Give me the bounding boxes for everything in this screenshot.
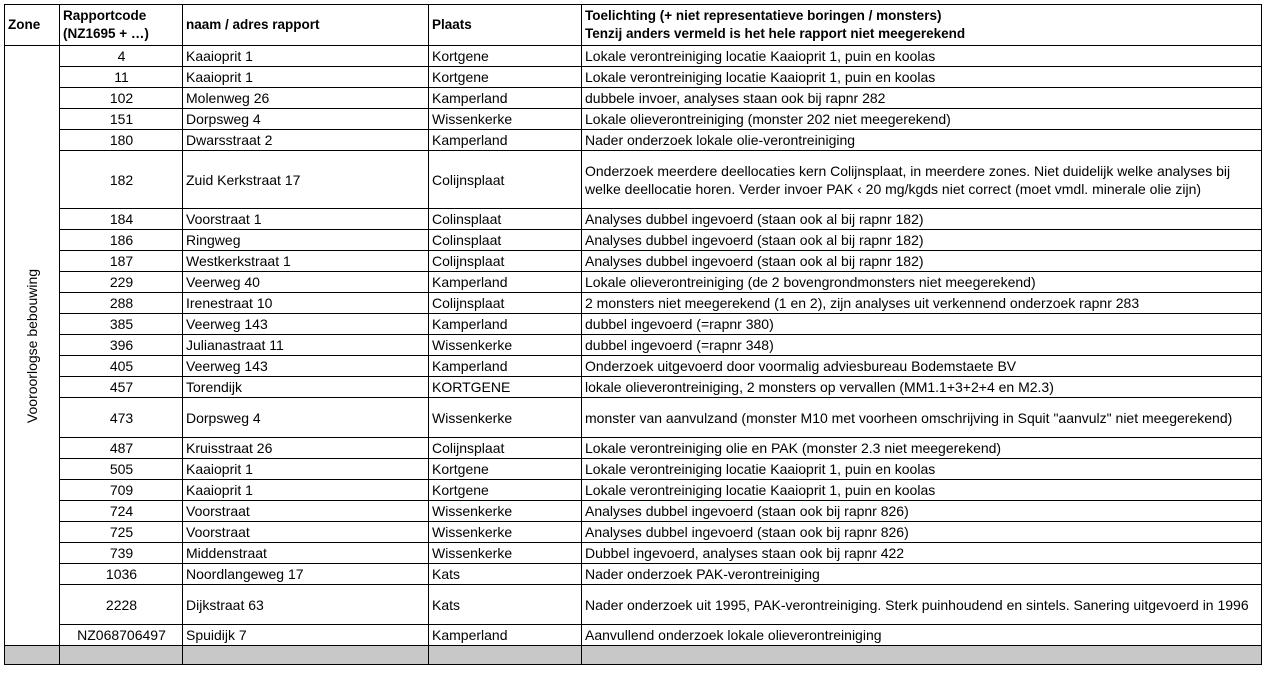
rapportcode-cell: 505: [60, 459, 183, 480]
table-row: [5, 438, 1262, 459]
place-cell: Wissenkerke: [429, 398, 582, 438]
table-row: [5, 46, 1262, 67]
rapportcode-cell: 1036: [60, 564, 183, 585]
rapportcode-cell: 487: [60, 438, 183, 459]
remark-cell: dubbel ingevoerd (=rapnr 380): [582, 314, 1262, 335]
name-cell: Julianastraat 11: [183, 335, 429, 356]
remark-cell: Lokale verontreiniging locatie Kaaioprit 1, puin en koolas: [582, 480, 1262, 501]
report-table: [4, 4, 1262, 665]
table-row: [5, 522, 1262, 543]
place-cell: Kamperland: [429, 130, 582, 151]
grey-footer-cell: [582, 646, 1262, 665]
name-cell: Irenestraat 10: [183, 293, 429, 314]
remark-cell: Onderzoek uitgevoerd door voormalig adviesbureau Bodemstaete BV: [582, 356, 1262, 377]
remark-cell: Lokale verontreiniging locatie Kaaioprit 1, puin en koolas: [582, 459, 1262, 480]
rapportcode-cell: 184: [60, 209, 183, 230]
name-cell: Kaaioprit 1: [183, 459, 429, 480]
remark-cell: Analyses dubbel ingevoerd (staan ook al bij rapnr 182): [582, 209, 1262, 230]
place-cell: Colinsplaat: [429, 209, 582, 230]
remark-cell: Nader onderzoek lokale olie-verontreiniging: [582, 130, 1262, 151]
header-rapportcode: [60, 5, 183, 46]
remark-cell: Analyses dubbel ingevoerd (staan ook al bij rapnr 182): [582, 230, 1262, 251]
remark-cell: Lokale verontreiniging locatie Kaaioprit 1, puin en koolas: [582, 67, 1262, 88]
place-cell: Wissenkerke: [429, 522, 582, 543]
place-cell: Kortgene: [429, 67, 582, 88]
rapportcode-cell: 473: [60, 398, 183, 438]
name-cell: Middenstraat: [183, 543, 429, 564]
table-row: [5, 151, 1262, 209]
remark-cell: Dubbel ingevoerd, analyses staan ook bij rapnr 422: [582, 543, 1262, 564]
table-row: [5, 314, 1262, 335]
place-cell: Wissenkerke: [429, 335, 582, 356]
header-remark: [582, 5, 1262, 46]
place-cell: Kamperland: [429, 356, 582, 377]
name-cell: Westkerkstraat 1: [183, 251, 429, 272]
place-cell: Kortgene: [429, 459, 582, 480]
table-row: [5, 356, 1262, 377]
table-row: [5, 459, 1262, 480]
table-row: [5, 293, 1262, 314]
remark-cell: Lokale verontreiniging locatie Kaaioprit 1, puin en koolas: [582, 46, 1262, 67]
name-cell: Dwarsstraat 2: [183, 130, 429, 151]
place-cell: Kats: [429, 564, 582, 585]
name-cell: Dorpsweg 4: [183, 398, 429, 438]
place-cell: Wissenkerke: [429, 543, 582, 564]
header-row: [5, 5, 1262, 46]
report-table-sheet: [4, 4, 1262, 665]
remark-cell: monster van aanvulzand (monster M10 met voorheen omschrijving in Squit "aanvulz" niet meegerekend): [582, 398, 1262, 438]
rapportcode-cell: 288: [60, 293, 183, 314]
place-cell: KORTGENE: [429, 377, 582, 398]
name-cell: Voorstraat: [183, 501, 429, 522]
table-row: [5, 109, 1262, 130]
remark-cell: lokale olieverontreiniging, 2 monsters op vervallen (MM1.1+3+2+4 en M2.3): [582, 377, 1262, 398]
name-cell: Torendijk: [183, 377, 429, 398]
header-remark-line2: Tenzij anders vermeld is het hele rapport niet meegerekend: [585, 26, 966, 41]
name-cell: Molenweg 26: [183, 88, 429, 109]
place-cell: Kamperland: [429, 314, 582, 335]
name-cell: Ringweg: [183, 230, 429, 251]
name-cell: Noordlangeweg 17: [183, 564, 429, 585]
name-cell: Kaaioprit 1: [183, 480, 429, 501]
table-row: [5, 377, 1262, 398]
place-cell: Kamperland: [429, 88, 582, 109]
rapportcode-cell: 724: [60, 501, 183, 522]
rapportcode-cell: 186: [60, 230, 183, 251]
rapportcode-cell: 182: [60, 151, 183, 209]
rapportcode-cell: 180: [60, 130, 183, 151]
table-row: [5, 335, 1262, 356]
rapportcode-cell: 229: [60, 272, 183, 293]
place-cell: Colijnsplaat: [429, 293, 582, 314]
place-cell: Kortgene: [429, 480, 582, 501]
place-cell: Kortgene: [429, 46, 582, 67]
name-cell: Voorstraat 1: [183, 209, 429, 230]
remark-cell: Nader onderzoek PAK-verontreiniging: [582, 564, 1262, 585]
remark-cell: dubbele invoer, analyses staan ook bij rapnr 282: [582, 88, 1262, 109]
rapportcode-cell: 11: [60, 67, 183, 88]
name-cell: Dijkstraat 63: [183, 585, 429, 625]
rapportcode-cell: 187: [60, 251, 183, 272]
place-cell: Colijnsplaat: [429, 151, 582, 209]
header-code-line2: (NZ1695 + …): [63, 26, 149, 41]
table-row: [5, 585, 1262, 625]
grey-footer-cell: [429, 646, 582, 665]
rapportcode-cell: 102: [60, 88, 183, 109]
name-cell: Veerweg 143: [183, 314, 429, 335]
table-row: [5, 230, 1262, 251]
remark-cell: Onderzoek meerdere deellocaties kern Colijnsplaat, in meerdere zones. Niet duidelijk welke analyses bij welke deellocatie horen. Verder invoer PAK ‹ 20 mg/kgds niet correct (moet vmdl. minerale olie zijn): [582, 151, 1262, 209]
zone-label: Vooroorlogse bebouwing: [24, 268, 40, 423]
rapportcode-cell: NZ068706497: [60, 625, 183, 646]
remark-cell: Lokale verontreiniging olie en PAK (monster 2.3 niet meegerekend): [582, 438, 1262, 459]
table-row: [5, 625, 1262, 646]
rapportcode-cell: 4: [60, 46, 183, 67]
rapportcode-cell: 396: [60, 335, 183, 356]
remark-cell: dubbel ingevoerd (=rapnr 348): [582, 335, 1262, 356]
header-place: Plaats: [429, 5, 582, 46]
grey-footer-row: [5, 646, 1262, 665]
table-row: [5, 67, 1262, 88]
place-cell: Kamperland: [429, 272, 582, 293]
table-row: [5, 543, 1262, 564]
header-code-line1: Rapportcode: [63, 8, 147, 23]
table-row: [5, 209, 1262, 230]
name-cell: Spuidijk 7: [183, 625, 429, 646]
remark-cell: Analyses dubbel ingevoerd (staan ook bij rapnr 826): [582, 522, 1262, 543]
rapportcode-cell: 405: [60, 356, 183, 377]
place-cell: Colijnsplaat: [429, 438, 582, 459]
name-cell: Kaaioprit 1: [183, 46, 429, 67]
place-cell: Colijnsplaat: [429, 251, 582, 272]
grey-footer-cell: [5, 646, 60, 665]
table-row: [5, 564, 1262, 585]
name-cell: Veerweg 143: [183, 356, 429, 377]
table-row: [5, 398, 1262, 438]
table-row: [5, 251, 1262, 272]
table-row: [5, 480, 1262, 501]
rapportcode-cell: 457: [60, 377, 183, 398]
zone-cell: [5, 46, 60, 646]
table-row: [5, 88, 1262, 109]
remark-cell: Nader onderzoek uit 1995, PAK-verontreiniging. Sterk puinhoudend en sintels. Sanering uitgevoerd in 1996: [582, 585, 1262, 625]
remark-cell: Lokale olieverontreiniging (monster 202 niet meegerekend): [582, 109, 1262, 130]
place-cell: Kamperland: [429, 625, 582, 646]
table-row: [5, 130, 1262, 151]
header-remark-line1: Toelichting (+ niet representatieve boringen / monsters): [585, 8, 942, 23]
name-cell: Voorstraat: [183, 522, 429, 543]
name-cell: Veerweg 40: [183, 272, 429, 293]
remark-cell: Analyses dubbel ingevoerd (staan ook bij rapnr 826): [582, 501, 1262, 522]
rapportcode-cell: 2228: [60, 585, 183, 625]
header-zone: Zone: [5, 5, 60, 46]
grey-footer-cell: [183, 646, 429, 665]
rapportcode-cell: 151: [60, 109, 183, 130]
name-cell: Dorpsweg 4: [183, 109, 429, 130]
header-name: naam / adres rapport: [183, 5, 429, 46]
name-cell: Kruisstraat 26: [183, 438, 429, 459]
remark-cell: 2 monsters niet meegerekend (1 en 2), zijn analyses uit verkennend onderzoek rapnr 283: [582, 293, 1262, 314]
place-cell: Kats: [429, 585, 582, 625]
place-cell: Colinsplaat: [429, 230, 582, 251]
name-cell: Kaaioprit 1: [183, 67, 429, 88]
name-cell: Zuid Kerkstraat 17: [183, 151, 429, 209]
grey-footer-cell: [60, 646, 183, 665]
remark-cell: Analyses dubbel ingevoerd (staan ook al bij rapnr 182): [582, 251, 1262, 272]
remark-cell: Aanvullend onderzoek lokale olieverontreiniging: [582, 625, 1262, 646]
table-row: [5, 501, 1262, 522]
rapportcode-cell: 385: [60, 314, 183, 335]
rapportcode-cell: 725: [60, 522, 183, 543]
rapportcode-cell: 709: [60, 480, 183, 501]
rapportcode-cell: 739: [60, 543, 183, 564]
place-cell: Wissenkerke: [429, 501, 582, 522]
table-row: [5, 272, 1262, 293]
place-cell: Wissenkerke: [429, 109, 582, 130]
remark-cell: Lokale olieverontreiniging (de 2 bovengrondmonsters niet meegerekend): [582, 272, 1262, 293]
